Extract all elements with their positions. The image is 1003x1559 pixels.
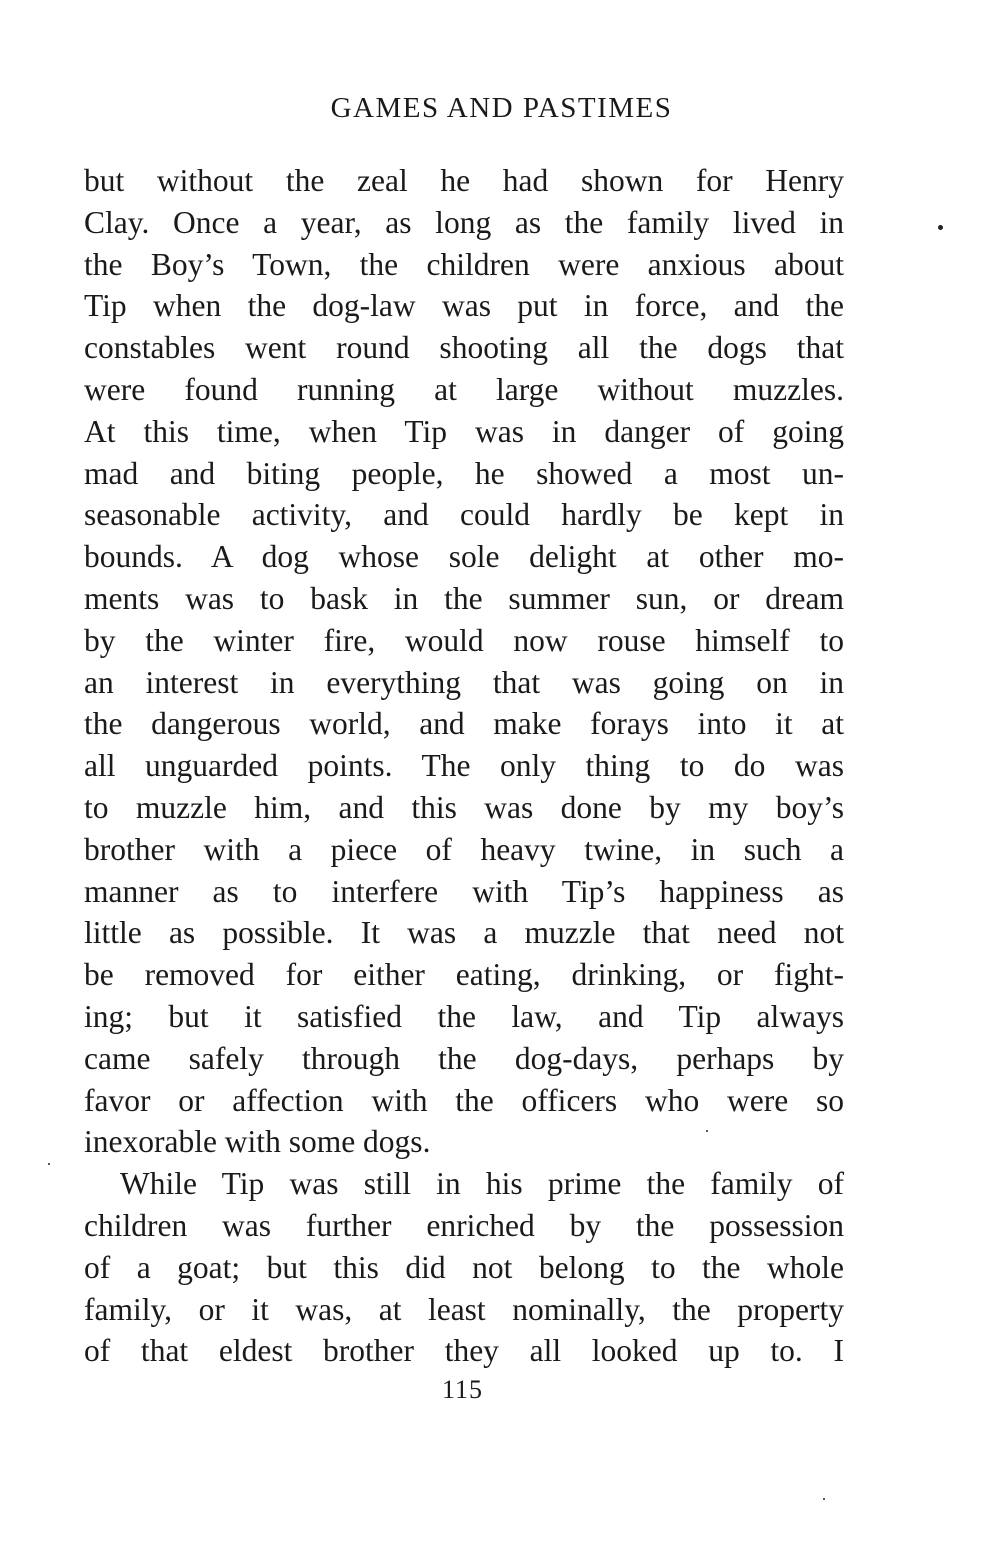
scan-speck — [938, 225, 943, 230]
text-line: of a goat; but this did not belong to the whole — [84, 1249, 844, 1285]
text-line: Clay. Once a year, as long as the family lived in — [84, 204, 844, 240]
text-line: by the winter fire, would now rouse himself to — [84, 622, 844, 658]
text-line: came safely through the dog-days, perhaps by — [84, 1040, 844, 1076]
scan-speck — [48, 1163, 50, 1165]
text-line: family, or it was, at least nominally, the property — [84, 1291, 844, 1327]
text-line: children was further enriched by the possession — [84, 1207, 844, 1243]
text-line: the Boy’s Town, the children were anxious about — [84, 246, 844, 282]
text-line: mad and biting people, he showed a most un- — [84, 455, 844, 491]
body-text — [84, 160, 844, 1372]
text-line: little as possible. It was a muzzle that need not — [84, 915, 844, 951]
text-line: Tip when the dog-law was put in force, and the — [84, 288, 844, 324]
scan-speck — [823, 1498, 825, 1500]
text-line: favor or affection with the officers who were so — [84, 1082, 844, 1118]
text-line: manner as to interfere with Tip’s happiness as — [84, 873, 844, 909]
text-line: inexorable with some dogs. — [84, 1124, 431, 1160]
text-line: bounds. A dog whose sole delight at other mo- — [84, 539, 844, 575]
text-line: ing; but it satisfied the law, and Tip always — [84, 998, 844, 1034]
text-line: seasonable activity, and could hardly be kept in — [84, 497, 844, 533]
page-number: 115 — [441, 1375, 484, 1404]
text-line: but without the zeal he had shown for Henry — [84, 163, 844, 198]
text-line: the dangerous world, and make forays into it at — [84, 706, 844, 742]
text-line: to muzzle him, and this was done by my boy’s — [84, 789, 844, 825]
text-line: were found running at large without muzzles. — [84, 371, 844, 407]
text-line: constables went round shooting all the dogs that — [84, 330, 844, 366]
text-line: of that eldest brother they all looked up to. I — [84, 1333, 844, 1369]
scan-speck — [706, 1130, 708, 1132]
text-line: At this time, when Tip was in danger of going — [84, 413, 844, 449]
text-line: an interest in everything that was going on in — [84, 664, 844, 700]
text-line: all unguarded points. The only thing to do was — [84, 748, 844, 784]
text-line: be removed for either eating, drinking, or fight- — [84, 957, 844, 993]
text-line: brother with a piece of heavy twine, in such a — [84, 831, 844, 867]
text-line: ments was to bask in the summer sun, or dream — [84, 580, 844, 616]
running-head: GAMES AND PASTIMES — [330, 92, 673, 124]
text-line: While Tip was still in his prime the family of — [120, 1166, 844, 1202]
